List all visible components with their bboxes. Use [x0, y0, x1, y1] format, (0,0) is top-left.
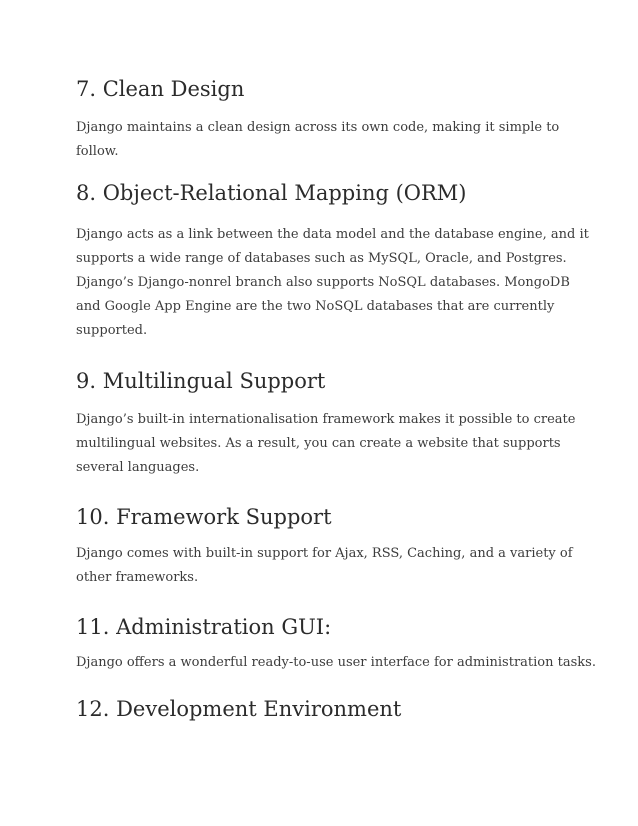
paragraph-line: Django comes with built-in support for Ajax, RSS, Caching, and a variety of [76, 546, 573, 561]
section-paragraph-multilingual-support [76, 408, 576, 480]
paragraph-line: Django offers a wonderful ready-to-use user interface for administration tasks. [76, 655, 596, 670]
section-heading-framework-support: 10. Framework Support [76, 505, 332, 529]
section-heading-multilingual-support: 9. Multilingual Support [76, 369, 326, 393]
paragraph-line: Django’s Django-nonrel branch also supports NoSQL databases. MongoDB [76, 275, 570, 290]
paragraph-line: several languages. [76, 460, 200, 475]
section-paragraph-clean-design [76, 116, 576, 164]
paragraph-line: other frameworks. [76, 570, 199, 585]
section-heading-clean-design: 7. Clean Design [76, 77, 245, 101]
section-heading-development-environment: 12. Development Environment [76, 697, 402, 721]
paragraph-line: multilingual websites. As a result, you can create a website that supports [76, 436, 561, 451]
section-heading-administration-gui: 11. Administration GUI: [76, 615, 332, 639]
paragraph-line: and Google App Engine are the two NoSQL databases that are currently [76, 299, 555, 314]
paragraph-line: follow. [76, 144, 119, 159]
paragraph-line: Django maintains a clean design across its own code, making it simple to [76, 120, 560, 135]
paragraph-line: Django acts as a link between the data model and the database engine, and it [76, 227, 589, 242]
paragraph-line: supports a wide range of databases such as MySQL, Oracle, and Postgres. [76, 251, 567, 266]
section-paragraph-administration-gui [76, 651, 596, 675]
section-heading-orm: 8. Object-Relational Mapping (ORM) [76, 181, 467, 205]
paragraph-line: Django’s built-in internationalisation framework makes it possible to create [76, 412, 576, 427]
section-paragraph-orm [76, 223, 589, 343]
section-paragraph-framework-support [76, 542, 576, 590]
paragraph-line: supported. [76, 323, 148, 338]
